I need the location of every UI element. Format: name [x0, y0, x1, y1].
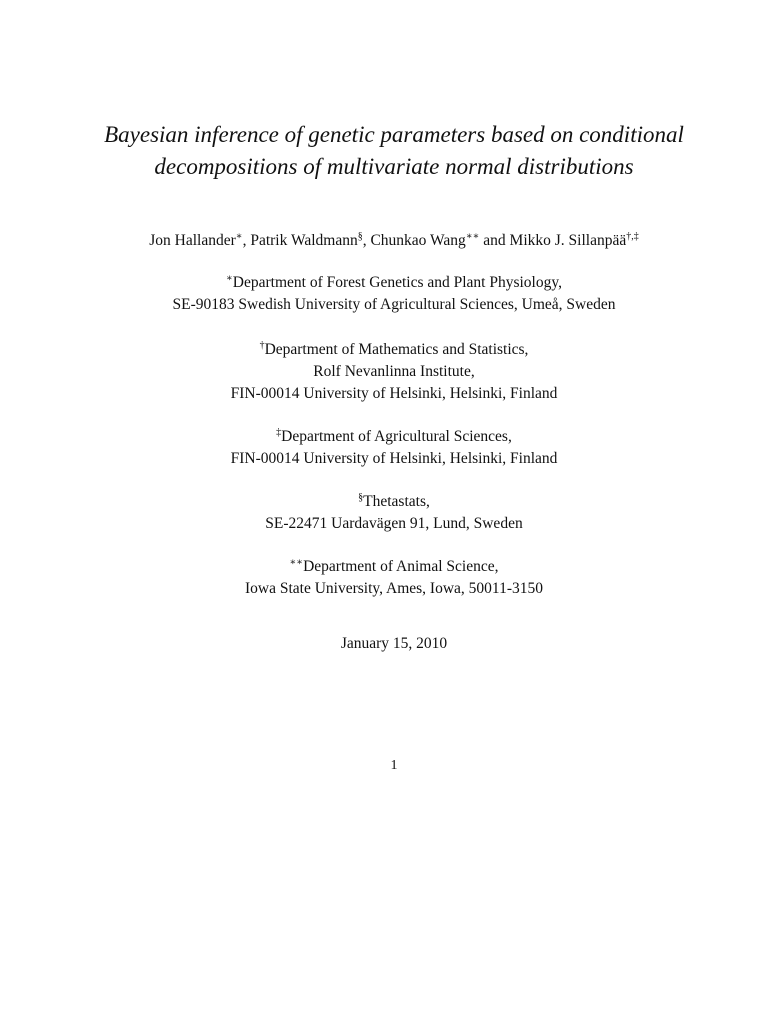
affiliation-line: [60, 272, 728, 294]
author-separator: ,: [362, 232, 371, 249]
affiliation-mark: ∗∗: [289, 557, 304, 568]
affiliation-text: Thetastats,: [363, 493, 430, 510]
publication-date: January 15, 2010: [340, 635, 448, 652]
affiliation-text: Department of Mathematics and Statistics,: [264, 341, 529, 358]
affiliation-block: [60, 272, 728, 316]
affiliation-mark: §: [358, 492, 364, 503]
author-separator: ,: [242, 232, 251, 249]
affiliation-line: [60, 491, 728, 513]
author-name: Jon Hallander: [149, 232, 236, 249]
paper-title: Bayesian inference of genetic parameters based on conditional decompositions of multivariate normal distributions: [104, 122, 684, 179]
affiliation-line: Rolf Nevanlinna Institute,: [313, 363, 475, 380]
affiliation-text: Department of Animal Science,: [303, 558, 499, 575]
affiliation-text: Department of Forest Genetics and Plant Physiology,: [232, 274, 562, 291]
author-affiliation-mark: ∗: [235, 231, 243, 242]
affiliation-mark: †: [259, 340, 265, 351]
author-name: Chunkao Wang: [370, 232, 466, 249]
affiliation-line: [60, 339, 728, 361]
author-name: Patrik Waldmann: [250, 232, 358, 249]
affiliation-line: FIN-00014 University of Helsinki, Helsinki, Finland: [230, 450, 558, 467]
affiliation-text: Department of Agricultural Sciences,: [281, 428, 512, 445]
affiliation-mark: ∗: [226, 273, 233, 284]
affiliation-block: [60, 339, 728, 405]
author-name: Mikko J. Sillanpää: [509, 232, 627, 249]
affiliation-line: Iowa State University, Ames, Iowa, 50011-3150: [244, 580, 544, 597]
affiliation-line: SE-22471 Uardavägen 91, Lund, Sweden: [265, 515, 523, 532]
page-number: 1: [390, 758, 398, 773]
affiliation-line: [60, 426, 728, 448]
affiliation-mark: ‡: [276, 427, 282, 438]
affiliation-block: [60, 426, 728, 470]
affiliation-block: [60, 556, 728, 600]
affiliation-block: [60, 491, 728, 535]
author-affiliation-mark: §: [357, 231, 363, 242]
affiliation-line: FIN-00014 University of Helsinki, Helsinki, Finland: [230, 385, 558, 402]
affiliation-line: SE-90183 Swedish University of Agricultural Sciences, Umeå, Sweden: [172, 296, 616, 313]
author-affiliation-mark: ∗∗: [465, 231, 480, 242]
affiliation-line: [60, 556, 728, 578]
author-separator: and: [479, 232, 510, 249]
author-list: [40, 230, 748, 252]
author-affiliation-mark: †,‡: [626, 231, 639, 242]
